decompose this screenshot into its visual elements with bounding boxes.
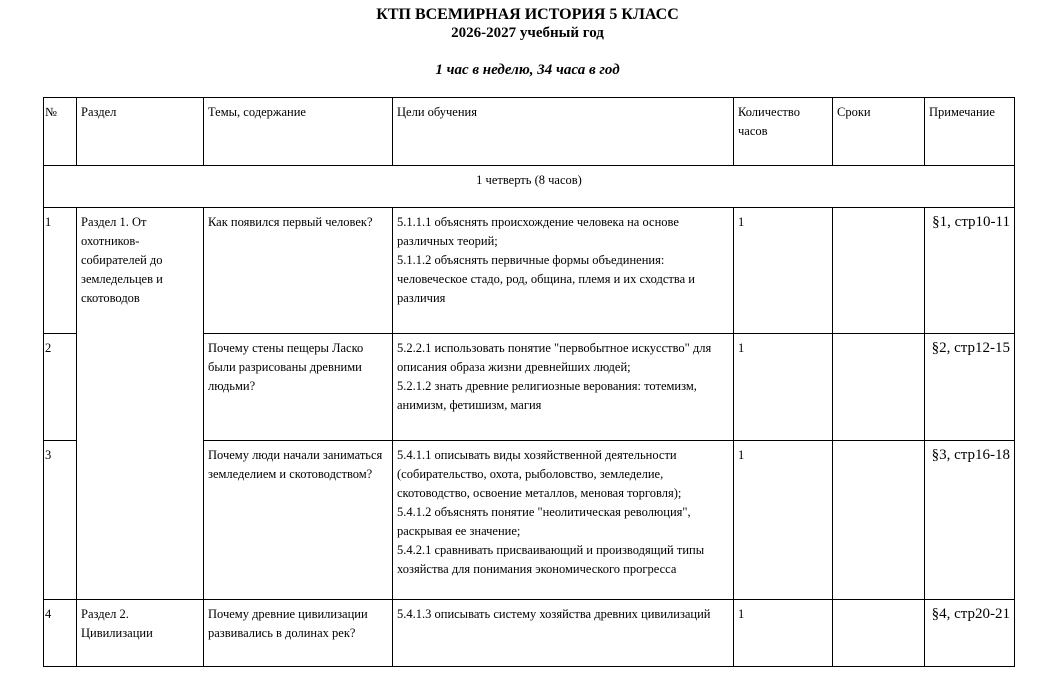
header-term: Сроки <box>833 98 925 166</box>
row-note: §2, стр12-15 <box>925 334 1015 441</box>
goal-item: 5.2.1.2 знать древние религиозные верования: тотемизм, анимизм, фетишизм, магия <box>397 379 697 412</box>
row-topic: Почему стены пещеры Ласко были разрисованы древними людьми? <box>204 334 393 441</box>
row-number: 2 <box>44 334 77 441</box>
row-number: 1 <box>44 208 77 334</box>
row-section: Раздел 2. Цивилизации <box>77 600 204 667</box>
goal-item: 5.4.1.3 описывать систему хозяйства древних цивилизаций <box>397 607 711 621</box>
row-goals <box>393 208 734 334</box>
row-goals <box>393 441 734 600</box>
row-term <box>833 441 925 600</box>
table-row <box>44 600 1015 667</box>
header-topic: Темы, содержание <box>204 98 393 166</box>
header-hours: Количество часов <box>734 98 833 166</box>
row-topic: Почему древние цивилизации развивались в долинах рек? <box>204 600 393 667</box>
document-title: КТП ВСЕМИРНАЯ ИСТОРИЯ 5 КЛАСС <box>376 6 679 23</box>
header-goals: Цели обучения <box>393 98 734 166</box>
header-section: Раздел <box>77 98 204 166</box>
row-hours: 1 <box>734 600 833 667</box>
row-hours: 1 <box>734 441 833 600</box>
goal-item: 5.4.1.1 описывать виды хозяйственной деятельности (собирательство, охота, рыболовство, земледелие, скотоводство, освоение металлов, меновая торговля); <box>397 448 682 500</box>
header-number: № <box>44 98 77 166</box>
row-note: §1, стр10-11 <box>925 208 1015 334</box>
table-row <box>44 208 1015 334</box>
goal-item: 5.1.1.1 объяснять происхождение человека на основе различных теорий; <box>397 215 679 248</box>
goal-item: 5.4.1.2 объяснять понятие "неолитическая революция", раскрывая ее значение; <box>397 505 691 538</box>
row-term <box>833 334 925 441</box>
header-note: Примечание <box>925 98 1015 166</box>
quarter-row <box>44 166 1015 208</box>
row-hours: 1 <box>734 208 833 334</box>
plan-table <box>43 97 1015 667</box>
row-section: Раздел 1. От охотников-собирателей до земледельцев и скотоводов <box>77 208 204 600</box>
row-number: 3 <box>44 441 77 600</box>
row-goals <box>393 600 734 667</box>
row-number: 4 <box>44 600 77 667</box>
row-note: §4, стр20-21 <box>925 600 1015 667</box>
row-goals <box>393 334 734 441</box>
goal-item: 5.1.1.2 объяснять первичные формы объединения: человеческое стадо, род, община, племя и их сходства и различия <box>397 253 695 305</box>
academic-year: 2026-2027 учебный год <box>451 25 604 41</box>
row-topic: Как появился первый человек? <box>204 208 393 334</box>
goal-item: 5.4.2.1 сравнивать присваивающий и производящий типы хозяйства для понимания экономического прогресса <box>397 543 705 576</box>
hours-summary: 1 час в неделю, 34 часа в год <box>435 62 620 78</box>
goal-item: 5.2.2.1 использовать понятие "первобытное искусство" для описания образа жизни древнейших людей; <box>397 341 712 374</box>
quarter-label: 1 четверть (8 часов) <box>44 166 1015 208</box>
row-topic: Почему люди начали заниматься земледелием и скотоводством? <box>204 441 393 600</box>
row-term <box>833 600 925 667</box>
row-term <box>833 208 925 334</box>
row-note: §3, стр16-18 <box>925 441 1015 600</box>
table-header-row <box>44 98 1015 166</box>
row-hours: 1 <box>734 334 833 441</box>
